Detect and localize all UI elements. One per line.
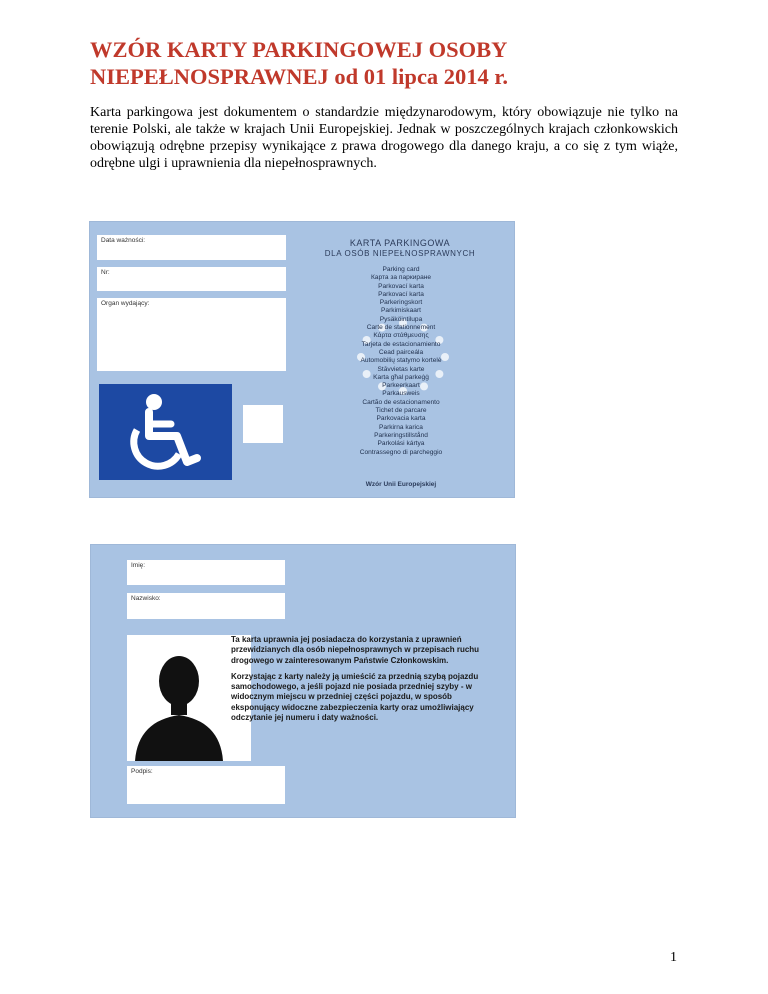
card-translation-item: Parkolási kártya (377, 440, 425, 448)
title-line-2: NIEPEŁNOSPRAWNEJ od 01 lipca 2014 r. (90, 64, 508, 89)
card-back-text (231, 635, 501, 729)
last-name-field: Nazwisko: (127, 593, 285, 619)
signature-field: Podpis: (127, 766, 285, 804)
card-translation-item: Parkimiskaart (381, 307, 421, 315)
hologram-square (243, 405, 283, 443)
card-translation-item: Parkausweis (382, 390, 420, 398)
title-line-1: WZÓR KARTY PARKINGOWEJ OSOBY (90, 37, 508, 62)
card-translation-item: Cead pairceála (378, 348, 424, 356)
card-translation-item: Parkeringskort (379, 299, 423, 307)
card-translation-item: Parkeerkaart (382, 382, 420, 390)
card-title-line-2: DLA OSÓB NIEPEŁNOSPRAWNYCH (324, 249, 476, 258)
card-front-title (293, 238, 507, 258)
card-translation-item: Parkeringstillstånd (374, 431, 428, 439)
parking-card-back (90, 544, 516, 818)
card-translation-item: Карта за паркиране (370, 274, 432, 282)
card-translation-item: Parkovací karta (378, 282, 424, 290)
card-back-paragraph-1: Ta karta uprawnia jej posiadacza do korzystania z uprawnień przewidzianych dla osób niepełnosprawnych w przepisach ruchu drogowego w zainteresowanym Państwie Członkowskim. (231, 635, 480, 665)
intro-paragraph: Karta parkingowa jest dokumentem o standardzie międzynarodowym, który obowiązuje nie tylko na terenie Polski, ale także w krajach Unii Europejskiej. Jednak w poszczególnych krajach członkowskich obowiązują odrębne przepisy wynikające z prawa drogowego dla danego kraju, a co się z tym wiąże, odrębne ulgi i uprawnienia dla niepełnosprawnych. (90, 105, 678, 171)
document-title (90, 36, 690, 90)
card-title-line-1: KARTA PARKINGOWA (349, 238, 451, 248)
page-number: 1 (670, 950, 677, 965)
card-translation-item: Karta għal parkeġġ (373, 373, 429, 381)
card-translation-item: Parking card (382, 266, 420, 273)
card-translation-item: Κάρτα στάθμευσης (373, 332, 429, 340)
card-translation-item: Tarjeta de estacionamiento (361, 340, 441, 348)
card-translation-item: Tichet de parcare (375, 407, 427, 415)
card-translation-item: Carte de stationnement (366, 324, 436, 332)
card-translation-item: Pysäköintilupa (379, 315, 423, 323)
card-translation-item: Automobilių statymo kortelė (360, 357, 442, 365)
card-translation-item: Stāvvietas karte (377, 365, 425, 373)
first-name-field: Imię: (127, 560, 285, 585)
card-translation-item: Cartão de estacionamento (362, 398, 440, 406)
card-translations-list (306, 266, 496, 457)
card-translation-item: Contrassegno di parcheggio (359, 448, 443, 456)
wheelchair-symbol-icon (99, 384, 232, 480)
number-field: Nr: (97, 267, 286, 291)
card-back-paragraph-2: Korzystając z karty należy ją umieścić za przednią szybą pojazdu samochodowego, a jeśli pojazd nie posiada przedniej szyby - w widocznym miejscu w przedniej części pojazdu, w sposób eksponujący widoczne zabezpieczenia karty oraz umożliwiający odczytanie jej numeru i daty ważności. (231, 671, 479, 723)
card-translation-item: Parkovací karta (378, 290, 424, 298)
card-translation-item: Parkirna karica (379, 423, 423, 431)
issuing-authority-field: Organ wydający: (97, 298, 286, 371)
validity-date-field: Data ważności: (97, 235, 286, 260)
card-translation-item: Parkovacia karta (376, 415, 426, 423)
card-front-footer: Wzór Unii Europejskiej (365, 481, 437, 488)
parking-card-front (89, 221, 515, 498)
